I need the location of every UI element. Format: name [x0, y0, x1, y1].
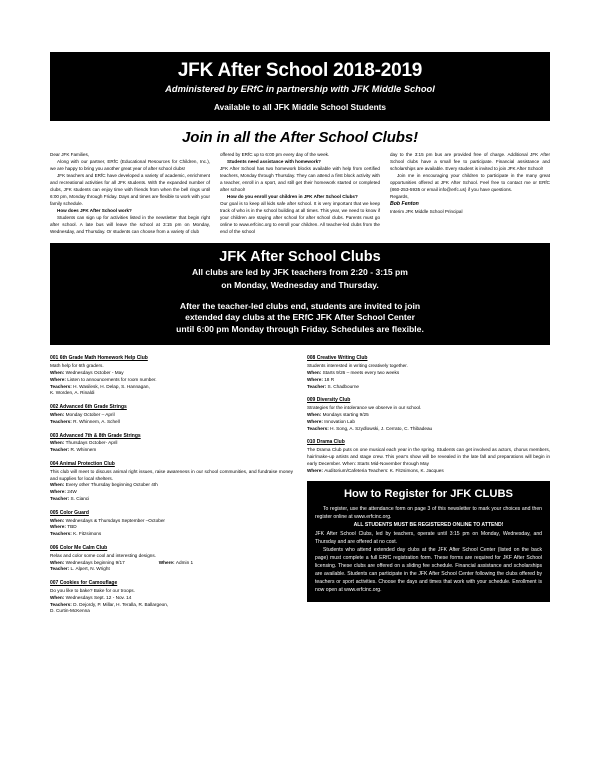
register-para-1: To register, use the attendance form on page 3 of this newsletter to mark your choices and then register online at www.erfcinc.org.: [315, 506, 542, 521]
club-detail-line: [50, 482, 293, 489]
club-detail-line: [307, 419, 550, 426]
letter-para-7: day to the 3:15 pm bus are provided free of charge. Additional JFK After School clubs have a small fee to participate. Financial assistance and scholarships are available. Every student is invited to join JFK After School!: [390, 151, 550, 171]
club-detail-label: Where:: [50, 524, 68, 530]
letter-signature: Bob Fenton: [390, 200, 419, 207]
club-title: 004 Animal Protection Club: [50, 460, 115, 467]
club-entry: [307, 355, 550, 390]
letter-question-2: Students need assistance with homework?: [227, 158, 321, 164]
club-detail-line: [307, 426, 550, 433]
club-detail-value: Wednesdays October - May: [65, 369, 124, 375]
club-detail-label: When:: [50, 482, 66, 488]
club-detail-line: [50, 524, 293, 531]
club-detail-label: Where:: [307, 418, 325, 424]
club-description: Students interested in writing creatively together.: [307, 363, 408, 369]
club-detail-value: TBD: [67, 524, 77, 530]
club-detail-label: Where:: [307, 467, 325, 473]
club-detail-value: L. Alpert, N. Wright: [70, 566, 110, 572]
club-detail-line: [307, 384, 550, 391]
club-detail-line: [50, 518, 293, 525]
club-detail-value: Wednesdays & Thursdays September –October: [65, 517, 165, 523]
register-para-3: Students who attend extended day clubs at the JFK After School Center (listed on the back page) must complete a full ERfC registration form. These forms are required for JKF After School licensing. These clubs are offered on a sliding fee schedule. Financial assistance and scholarships are available. Students can participate in the JFK After School Center following the clubs offered by teachers or sport activities. Choose the days and times that work with your schedule. Enrollment is now open at www.erfcinc.org.: [315, 546, 542, 593]
club-detail-label: Teachers:: [50, 418, 74, 424]
club-detail-line: [307, 377, 550, 384]
letter-salutation: Dear JFK Families,: [50, 151, 90, 157]
club-detail-value: H. Song, A. Szydlowski, J. Cerrato, C. Thibadeau: [330, 425, 433, 431]
club-detail-label: Teacher:: [50, 566, 71, 572]
club-title: 007 Cookies for Camouflage: [50, 580, 118, 587]
club-detail-line: [50, 560, 293, 567]
club-detail-value: 18 R: [324, 376, 335, 382]
letter-para-8: Join me in encouraging your children to participate in the many great opportunities offered at JFK After School. Feel free to contact me or ERfC (860-253-5935 or email info@erfc.us) if you have questions.: [390, 172, 550, 192]
masthead-subtitle: Administered by ERfC in partnership with JFK Middle School: [165, 83, 435, 94]
club-detail-line: [50, 419, 293, 426]
club-title: 005 Color Guard: [50, 509, 89, 516]
club-detail-value-secondary: Admin 1: [175, 559, 194, 565]
club-detail-label: Where:: [50, 489, 68, 495]
club-detail-line: [50, 489, 293, 496]
club-detail-value: H. Wasilesk, H. Delap, S. Hannagan,: [73, 383, 150, 389]
clubs-banner-line-3: After the teacher-led clubs end, students are invited to join: [179, 300, 421, 311]
club-detail-value: R. Whinnem: [70, 447, 97, 453]
club-detail-line: [50, 447, 293, 454]
club-description: Math help for 6th graders.: [50, 363, 104, 369]
club-detail-line: [50, 390, 293, 397]
register-callout: ALL STUDENTS MUST BE REGISTERED ONLINE TO ATTEND!: [353, 522, 504, 529]
club-detail-value: Mondays starting 9/25: [322, 411, 369, 417]
clubs-banner-block-2: [60, 301, 540, 336]
club-detail-line: [50, 602, 293, 609]
masthead-availability: Available to all JFK Middle School Students: [213, 101, 387, 112]
club-detail-label: Teachers:: [50, 383, 74, 389]
club-detail-label: When:: [50, 594, 66, 600]
club-detail-value: D. Curtin-McKenna: [50, 608, 90, 614]
club-detail-value: D. Dejordy, P. Millar, H. Teralla, R. Ballargeon,: [73, 601, 169, 607]
club-description: Relax and color some cool and interesting designs.: [50, 552, 157, 558]
club-detail-value: Thursdays October- April: [65, 440, 118, 446]
club-title: 001 6th Grade Math Homework Help Club: [50, 355, 148, 362]
club-detail-value: Listen to announcements for room number.: [67, 376, 157, 382]
club-detail-value: S. Chadbourne: [327, 383, 360, 389]
club-detail-line: [50, 608, 293, 615]
club-entry: [50, 355, 293, 397]
register-para-2: JFK After School Clubs, led by teachers, operate until 3:15 pm on Monday, Wednesday, and Thursday and are offered at no cost.: [315, 530, 542, 545]
club-title: 008 Creative Writing Club: [307, 355, 368, 362]
letter-para-3: Students can sign up for activities listed in the newsletter that begin right after school. A late bus will leave the school at 3:15 pm on Monday, Wednesday, and Thursday. Or students can choose from a variety of club: [50, 214, 210, 234]
letter-question-1: How does JFK After School work?: [57, 207, 132, 213]
club-column-left: [50, 355, 293, 622]
club-detail-label: When:: [307, 411, 323, 417]
club-title: 009 Diversity Club: [307, 397, 351, 404]
club-detail-label: When:: [50, 517, 66, 523]
club-detail-value: Every other Thursday beginning October 4th: [65, 482, 158, 488]
club-detail-line: [307, 370, 550, 377]
club-description: Do you like to bake? Bake for our troops.: [50, 587, 135, 593]
club-detail-label: Teachers:: [50, 601, 74, 607]
club-entry: [307, 439, 550, 474]
register-body: [307, 505, 550, 594]
club-detail-label: Where:: [50, 376, 68, 382]
club-entry: [50, 580, 293, 615]
club-detail-label-secondary: Where:: [158, 559, 176, 565]
club-description: The Drama Club puts on one musical each year in the spring. Students can get involved as actors, chorus members, hair/make-up artists and stage crew. This year's show will be revealed in the late fall and preparations will begin in early December. When: Starts Mid-November through May: [307, 447, 550, 466]
club-entry: [50, 545, 293, 573]
club-entry: [50, 433, 293, 454]
club-detail-value: K. Fitzsimons: [73, 531, 102, 537]
club-detail-value: Wednesdays Sept. 12 - Nov. 14: [65, 594, 132, 600]
club-detail-value: Starts 9/26 – meets every two weeks: [322, 369, 400, 375]
club-title: 002 Advanced 6th Grade Strings: [50, 404, 127, 411]
club-detail-label: When:: [50, 411, 66, 417]
club-detail-label: Teacher:: [50, 447, 71, 453]
principal-letter: [50, 152, 550, 236]
club-entry: [50, 461, 293, 503]
register-title: How to Register for JFK CLUBS: [343, 488, 514, 501]
letter-signature-title: Interim JFK Middle School Principal: [390, 208, 463, 214]
club-entry: [50, 510, 293, 538]
club-detail-label: Teacher:: [50, 495, 71, 501]
club-detail-line: [50, 440, 293, 447]
masthead-title: JFK After School 2018-2019: [177, 60, 423, 81]
clubs-banner-line-2: on Monday, Wednesday and Thursday.: [221, 280, 379, 290]
letter-question-3: How do you enroll your children in JFK After School Clubs?: [227, 193, 358, 199]
club-detail-line: [50, 412, 293, 419]
club-detail-label: Teachers:: [50, 531, 74, 537]
club-title: 006 Color Me Calm Club: [50, 544, 108, 551]
club-detail-label: Teacher:: [307, 383, 328, 389]
letter-para-4: offered by ERfC up to 6:00 pm every day of the week.: [220, 151, 330, 157]
club-detail-line: [307, 412, 550, 419]
clubs-banner-title: JFK After School Clubs: [219, 249, 381, 266]
letter-para-1: Along with our partner, ERfC (Educational Resources for Children, Inc.), we are happy to bring you another great year of after school clubs!: [50, 158, 210, 171]
club-detail-value: Auditorium/Cafeteria Teachers: K. Fitzsimons, K. Jacques: [324, 467, 444, 473]
letter-para-5: JFK After School has two homework blocks available with help from certified teachers, Monday through Thursday. They can attend a first block activity with a teacher, enroll in a sport, and still get their homework started or completed after school!: [220, 165, 380, 192]
club-entry: [50, 404, 293, 425]
club-entry: [307, 397, 550, 432]
register-box: [307, 481, 550, 602]
club-detail-label: When:: [50, 559, 66, 565]
club-column-right: [307, 355, 550, 622]
clubs-banner-line-4: extended day clubs at the ERfC JFK After School Center: [185, 312, 415, 323]
club-detail-value: Wednesdays beginning 9/17: [65, 559, 125, 565]
club-detail-value: 24W: [67, 489, 77, 495]
club-title: 003 Advanced 7th & 8th Grade Strings: [50, 432, 141, 439]
club-detail-value: S. Cianci: [70, 495, 90, 501]
letter-para-6: Our goal is to keep all kids safe after school. It is very important that we keep track of who is in the school building at all times. This year, we need to know if your children are staying after school for after school clubs. Parents must go online to www.erfcinc.org to enroll your children. All teacher-led clubs from the end of the school: [220, 200, 380, 234]
club-detail-line: [50, 496, 293, 503]
join-heading: Join in all the After School Clubs!: [182, 128, 418, 146]
club-detail-label: When:: [50, 369, 66, 375]
club-detail-label: Where:: [307, 376, 325, 382]
masthead-banner: [50, 52, 550, 121]
club-detail-line: [50, 384, 293, 391]
club-detail-value: Monday October – April: [65, 411, 115, 417]
club-detail-line: [50, 595, 293, 602]
club-detail-line: [50, 377, 293, 384]
letter-regards: Regards,: [390, 193, 409, 199]
letter-column-3: [390, 152, 550, 236]
clubs-banner: [50, 243, 550, 345]
club-title: 010 Drama Club: [307, 439, 345, 446]
club-detail-value: K. Worden, A. Rinaldi: [50, 390, 95, 396]
club-detail-value: R. Whinnem, A. Schell: [73, 418, 120, 424]
letter-column-2: [220, 152, 380, 236]
club-detail-value: Innovation Lab: [324, 418, 355, 424]
letter-para-2: JFK teachers and ERfC have developed a variety of academic, enrichment and recreational activities for all JFK students. With the expanded number of clubs, JFK students can enjoy time with friends from when the bell rings until 6:00 pm, Monday through Friday. Days and times are flexible to work with your family schedule.: [50, 172, 210, 206]
club-detail-line: [50, 531, 293, 538]
club-detail-label: When:: [307, 369, 323, 375]
club-detail-label: Teachers:: [307, 425, 331, 431]
clubs-banner-line-1: All clubs are led by JFK teachers from 2:20 - 3:15 pm: [192, 267, 408, 278]
club-detail-label: When:: [50, 440, 66, 446]
club-description: Strategies for the intolerance we observe in our school.: [307, 405, 422, 411]
club-listings: [50, 355, 550, 622]
club-detail-line: [50, 370, 293, 377]
clubs-banner-line-5: until 6:00 pm Monday through Friday. Schedules are flexible.: [176, 323, 424, 334]
club-detail-line: [50, 566, 293, 573]
letter-column-1: [50, 152, 210, 236]
club-detail-line: [307, 468, 550, 475]
club-description: This club will meet to discuss animal right issues, raise awareness in our school communities, and fundraise money and supplies for local shelters.: [50, 468, 293, 481]
